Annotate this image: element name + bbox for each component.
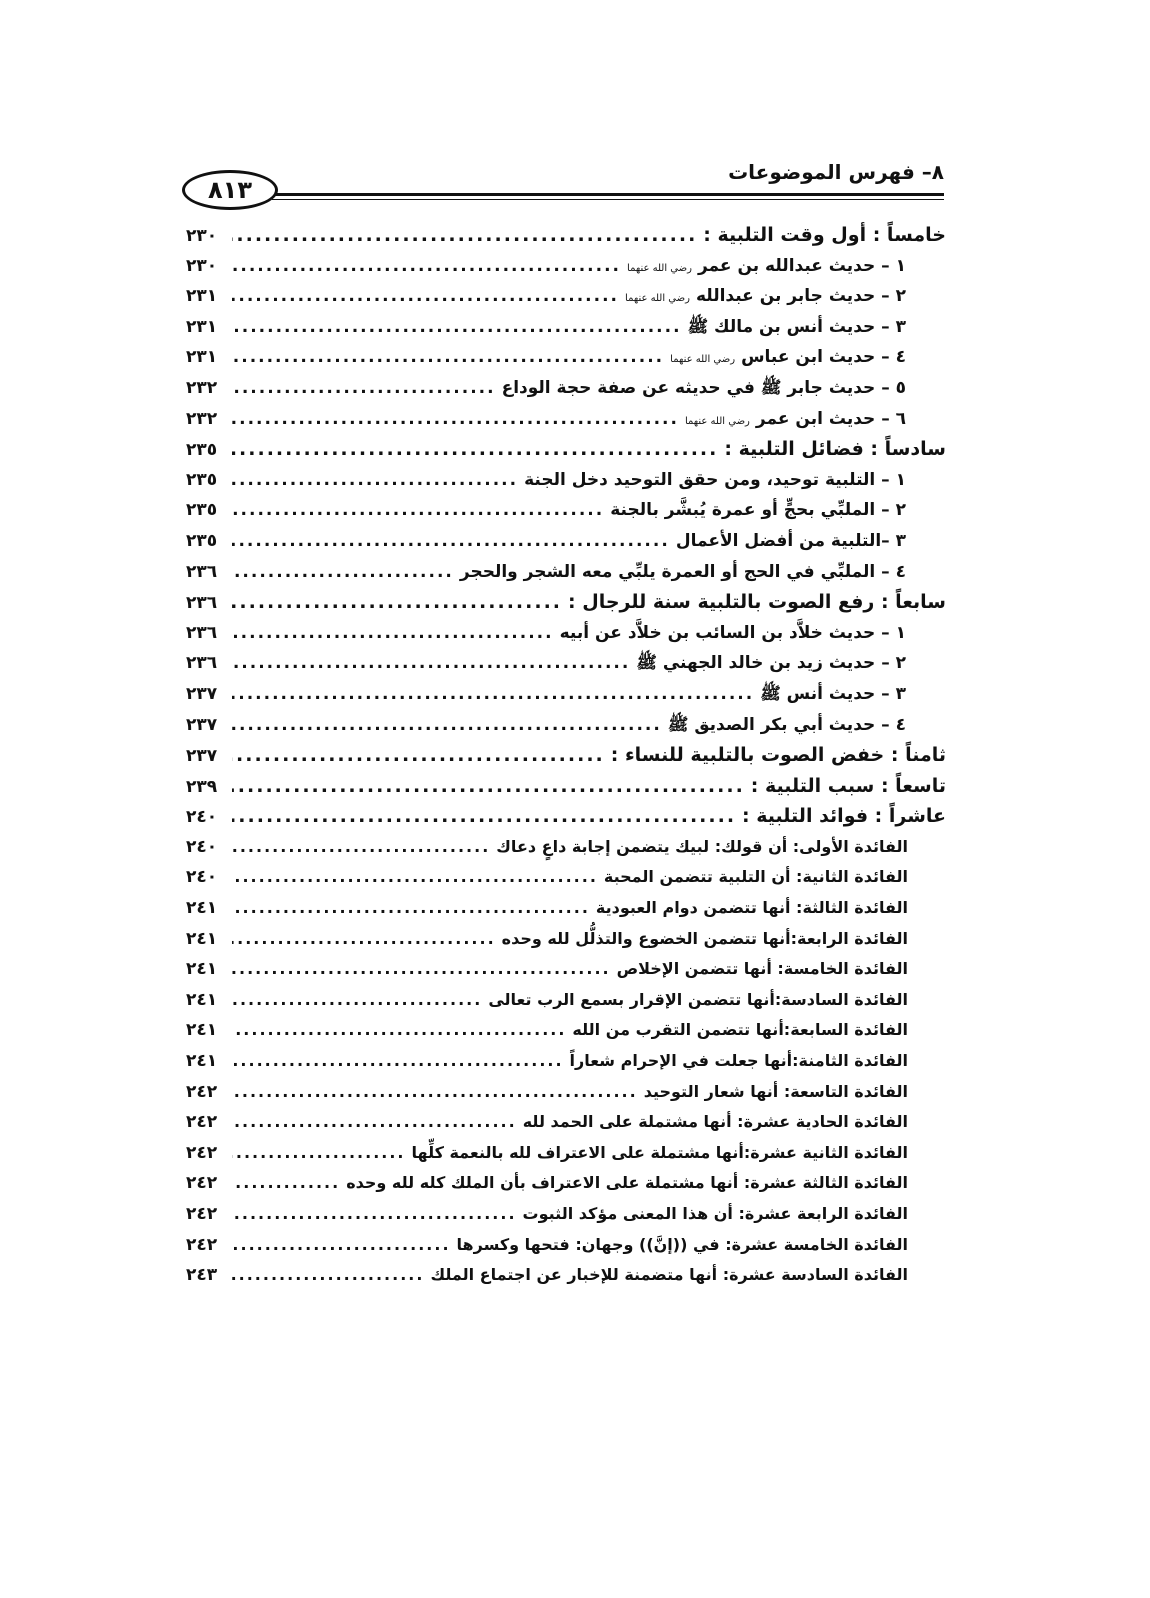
dot-leader	[232, 434, 718, 465]
toc-entry	[186, 312, 946, 343]
dot-leader	[232, 251, 621, 282]
dot-leader	[232, 771, 745, 802]
toc-entry	[186, 862, 946, 893]
toc-entry-label: الفائدة الرابعة عشرة: أن هذا المعنى مؤكد الثبوت	[522, 1204, 908, 1223]
dot-leader	[232, 740, 605, 771]
toc-entry	[186, 251, 946, 282]
toc-entry-label: تاسعاً : سبب التلبية :	[750, 774, 946, 797]
toc-entry-label: خامساً : أول وقت التلبية :	[703, 224, 946, 246]
toc-entry-label: ١ – التلبية توحيد، ومن حقق التوحيد دخل الجنة	[524, 469, 906, 490]
dot-leader	[232, 1015, 566, 1046]
toc-entry	[186, 924, 946, 955]
toc-page-number: ٢٣٢	[186, 377, 218, 398]
toc-page-number: ٢٤١	[186, 989, 218, 1010]
toc-page-number: ٢٣٧	[186, 683, 218, 704]
toc-entry	[186, 1168, 946, 1199]
toc-page-number: ٢٤١	[186, 898, 218, 919]
toc-page-number: ٢٤٢	[186, 1234, 218, 1255]
toc-page-number: ٢٣٠	[186, 255, 218, 276]
toc-entry-label: ٤ – الملبِّي في الحج أو العمرة يلبِّي معه الشجر والحجر	[459, 561, 906, 582]
toc-entry-label: الفائدة الثالثة: أنها تتضمن دوام العبودية	[595, 898, 908, 918]
toc-page-number: ٢٣٦	[186, 561, 218, 582]
dot-leader	[232, 1260, 424, 1291]
toc-page-number: ٢٤٢	[186, 1112, 218, 1133]
toc-entry-label: ٦ – حديث ابن عمر	[755, 408, 906, 429]
dot-leader	[232, 893, 590, 924]
toc-page-number: ٢٤٢	[186, 1081, 218, 1102]
header-rule-thin	[272, 199, 944, 200]
toc-entry	[186, 1230, 946, 1261]
toc-page-number: ٢٣٥	[186, 530, 218, 551]
dot-leader	[232, 526, 670, 557]
table-of-contents	[186, 220, 946, 1291]
toc-entry-label: الفائدة الثالثة عشرة: أنها مشتملة على الاعتراف بأن الملك كله لله وحده	[346, 1173, 908, 1193]
toc-page-number: ٢٤٠	[186, 836, 218, 857]
toc-entry-label: ٤ – حديث ابن عباس	[741, 347, 906, 368]
toc-entry-label: الفائدة السادسة:أنها تتضمن الإقرار بسمع الرب تعالى	[488, 989, 908, 1009]
toc-entry	[186, 465, 946, 496]
dot-leader	[232, 618, 554, 649]
dot-leader	[232, 1168, 340, 1199]
dot-leader	[232, 1230, 451, 1261]
toc-page-number: ٢٣٦	[186, 653, 218, 674]
toc-entry-label: ٢ – حديث زيد بن خالد الجهني ﷺ	[636, 653, 906, 674]
toc-entry	[186, 710, 946, 741]
page-header	[182, 160, 944, 210]
dot-leader	[232, 801, 736, 832]
toc-entry-label: ثامناً : خفض الصوت بالتلبية للنساء :	[610, 744, 946, 767]
toc-page-number: ٢٤١	[186, 928, 218, 949]
toc-entry-label: ٢ – حديث جابر بن عبدالله	[695, 286, 906, 307]
honorific-glyph: رضي الله عنهما	[684, 415, 750, 427]
toc-entry	[186, 495, 946, 526]
toc-page-number: ٢٣٢	[186, 408, 218, 429]
toc-page-number: ٢٣٥	[186, 469, 218, 490]
honorific-glyph: رضي الله عنهما	[627, 262, 692, 274]
toc-page-number: ٢٤١	[186, 959, 218, 980]
dot-leader	[232, 342, 664, 373]
toc-entry	[186, 954, 946, 985]
toc-entry-label: ٣ –التلبية من أفضل الأعمال	[675, 530, 906, 551]
toc-entry	[186, 1199, 946, 1230]
dot-leader	[232, 1138, 406, 1169]
toc-entry	[186, 557, 946, 588]
toc-page-number: ٢٤٢	[186, 1204, 218, 1224]
toc-entry-label: الفائدة الحادية عشرة: أنها مشتملة على الحمد لله	[522, 1112, 908, 1132]
toc-entry-label: سابعاً : رفع الصوت بالتلبية سنة للرجال :	[568, 591, 946, 614]
honorific-glyph: رضي الله عنهما	[670, 354, 736, 366]
dot-leader	[232, 648, 630, 679]
dot-leader	[232, 832, 490, 863]
toc-page-number: ٢٣٩	[186, 776, 218, 797]
dot-leader	[232, 312, 682, 343]
toc-entry-label: الفائدة التاسعة: أنها شعار التوحيد	[643, 1081, 908, 1101]
toc-section-heading	[186, 220, 946, 251]
dot-leader	[232, 495, 604, 526]
toc-entry	[186, 281, 946, 312]
toc-entry-label: ٣ – حديث أنس ﷺ	[760, 683, 906, 704]
toc-page-number: ٢٣١	[186, 286, 218, 307]
toc-section-heading	[186, 587, 946, 618]
toc-entry	[186, 679, 946, 710]
dot-leader	[232, 1077, 638, 1108]
dot-leader	[232, 465, 518, 496]
toc-entry-label: الفائدة الخامسة عشرة: في ((إنَّ)) وجهان: فتحها وكسرها	[456, 1234, 908, 1254]
toc-page-number: ٢٣٦	[186, 622, 218, 643]
toc-entry-label: الفائدة الخامسة: أنها تتضمن الإخلاص	[616, 959, 908, 979]
toc-entry-label: ٢ – الملبِّي بحجٍّ أو عمرة يُبشَّر بالجنة	[610, 500, 906, 521]
toc-page-number: ٢٣١	[186, 316, 218, 337]
toc-entry	[186, 404, 946, 435]
dot-leader	[232, 985, 482, 1016]
dot-leader	[232, 404, 679, 435]
dot-leader	[232, 954, 611, 985]
toc-entry	[186, 648, 946, 679]
toc-entry	[186, 1107, 946, 1138]
dot-leader	[232, 679, 754, 710]
dot-leader	[232, 373, 496, 404]
toc-entry	[186, 832, 946, 863]
dot-leader	[232, 220, 697, 251]
toc-entry	[186, 618, 946, 649]
toc-entry-label: الفائدة الثامنة:أنها جعلت في الإحرام شعاراً	[569, 1051, 908, 1071]
toc-page-number: ٢٤٠	[186, 807, 218, 828]
toc-section-heading	[186, 801, 946, 832]
toc-entry-label: الفائدة السابعة:أنها تتضمن التقرب من الله	[572, 1020, 908, 1040]
toc-page-number: ٢٤٣	[186, 1265, 218, 1286]
toc-page-number: ٢٣٥	[186, 440, 218, 461]
dot-leader	[232, 557, 454, 588]
toc-entry-label: ٥ – حديث جابر ﷺ في حديثه عن صفة حجة الوداع	[501, 377, 906, 398]
toc-entry-label: ١ – حديث عبدالله بن عمر	[697, 255, 906, 276]
dot-leader	[232, 1046, 564, 1077]
toc-entry-label: الفائدة الثانية عشرة:أنها مشتملة على الاعتراف لله بالنعمة كلِّها	[411, 1142, 908, 1162]
dot-leader	[232, 862, 598, 893]
toc-entry	[186, 373, 946, 404]
toc-entry-label: الفائدة السادسة عشرة: أنها متضمنة للإخبار عن اجتماع الملك	[430, 1265, 908, 1285]
toc-entry	[186, 526, 946, 557]
toc-page-number: ٢٤١	[186, 1051, 218, 1072]
toc-entry	[186, 342, 946, 373]
toc-section-heading	[186, 771, 946, 802]
toc-entry	[186, 1015, 946, 1046]
chapter-title: ٨– فهرس الموضوعات	[728, 160, 944, 184]
toc-page-number: ٢٣٦	[186, 593, 218, 614]
toc-entry-label: عاشراً : فوائد التلبية :	[742, 805, 946, 828]
toc-page-number: ٢٣١	[186, 347, 218, 368]
toc-page-number: ٢٤١	[186, 1020, 218, 1041]
toc-entry-label: ٤ – حديث أبي بكر الصديق ﷺ	[667, 714, 906, 735]
page-number: ٨١٣	[182, 170, 278, 210]
toc-entry	[186, 893, 946, 924]
dot-leader	[232, 1199, 517, 1230]
toc-section-heading	[186, 434, 946, 465]
toc-page-number: ٢٣٧	[186, 714, 218, 735]
toc-entry-label: الفائدة الرابعة:أنها تتضمن الخضوع والتذلُّل لله وحده	[501, 928, 908, 948]
header-rule	[262, 193, 944, 196]
dot-leader	[232, 1107, 517, 1138]
toc-page-number: ٢٤٠	[186, 867, 218, 888]
toc-page-number: ٢٤٢	[186, 1142, 218, 1163]
toc-page-number: ٢٣٥	[186, 500, 218, 521]
toc-page-number: ٢٤٢	[186, 1173, 218, 1194]
toc-page-number: ٢٣٠	[186, 226, 218, 246]
toc-entry	[186, 985, 946, 1016]
toc-page-number: ٢٣٧	[186, 746, 218, 767]
toc-section-heading	[186, 740, 946, 771]
toc-entry-label: الفائدة الأولى: أن قولك: لبيك يتضمن إجابة داعٍ دعاك	[496, 836, 908, 856]
dot-leader	[232, 281, 619, 312]
toc-entry	[186, 1138, 946, 1169]
toc-entry-label: ١ – حديث خلاَّد بن السائب بن خلاَّد عن أبيه	[559, 622, 906, 643]
dot-leader	[232, 924, 496, 955]
honorific-glyph: رضي الله عنهما	[625, 293, 690, 305]
toc-entry-label: ٣ – حديث أنس بن مالك ﷺ	[687, 316, 906, 337]
toc-entry-label: الفائدة الثانية: أن التلبية تتضمن المحبة	[603, 867, 908, 887]
dot-leader	[232, 710, 662, 741]
toc-entry	[186, 1077, 946, 1108]
toc-entry	[186, 1260, 946, 1291]
toc-entry	[186, 1046, 946, 1077]
toc-entry-label: سادساً : فضائل التلبية :	[724, 438, 946, 461]
dot-leader	[232, 587, 562, 618]
